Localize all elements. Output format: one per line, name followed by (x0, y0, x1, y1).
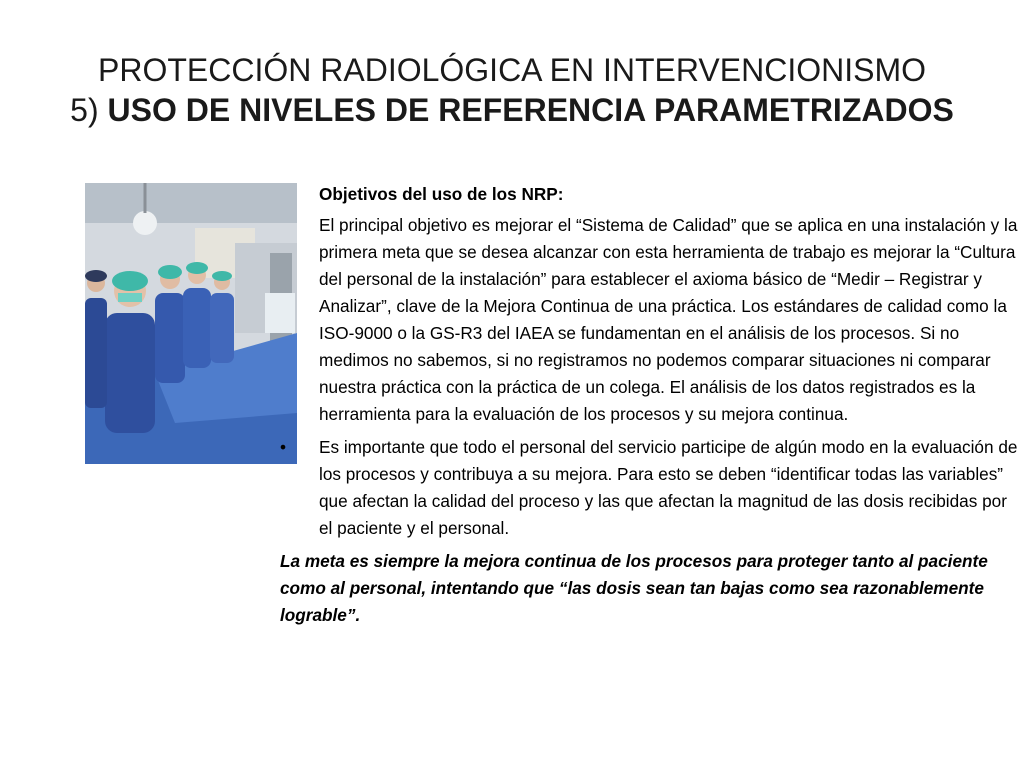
slide-title (40, 50, 984, 130)
operating-room-photo (85, 183, 297, 464)
bullet-text: Es importante que todo el personal del servicio participe de algún modo en la evaluación de los procesos y contribuya a su mejora. Para esto se deben “identificar todas las variables” que afectan la calidad del proceso y las que afectan la magnitud de las dosis recibidas por el paciente y el personal. (319, 437, 1018, 538)
conclusion-text: La meta es siempre la mejora continua de los procesos para proteger tanto al paciente como al personal, intentando que “las dosis sean tan bajas como sea razonablemente lograble”. (280, 551, 988, 625)
objectives-heading: Objetivos del uso de los NRP: (319, 184, 564, 204)
title-line-2 (40, 90, 984, 130)
title-line-1: PROTECCIÓN RADIOLÓGICA EN INTERVENCIONISMO (98, 52, 926, 88)
title-prefix: 5) (70, 92, 108, 128)
bullet-icon: • (280, 437, 287, 457)
objectives-paragraph: El principal objetivo es mejorar el “Sistema de Calidad” que se aplica en una instalación y la primera meta que se desea alcanzar con esta herramienta de trabajo es mejorar la “Cultura del personal de la instalación” para establecer el axioma básico de “Medir – Registrar y Analizar”, clave de la Mejora Continua de una práctica. Los estándares de calidad como la ISO-9000 o la GS-R3 del IAEA se fundamentan en el análisis de los procesos. Si no medimos no sabemos, si no registramos no podemos comparar situaciones ni comparar nuestra práctica con la práctica de un colega. El análisis de los datos registrados es la herramienta para la evaluación de los procesos y su mejora continua. (319, 215, 1018, 424)
slide-body (280, 181, 1020, 629)
list-item (280, 434, 1020, 542)
title-bold: USO DE NIVELES DE REFERENCIA PARAMETRIZADOS (107, 92, 954, 128)
